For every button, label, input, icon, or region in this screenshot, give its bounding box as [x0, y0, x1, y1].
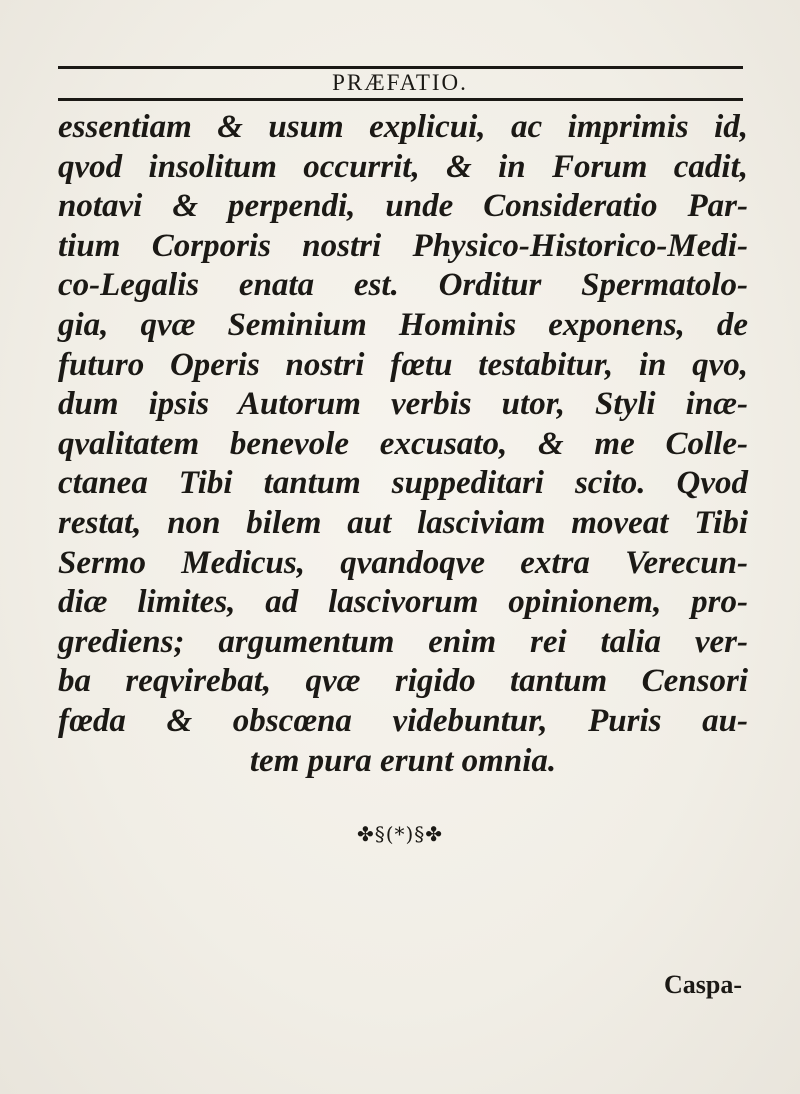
text-line: notavi & perpendi, unde Consideratio Par-	[58, 188, 748, 225]
text-line: essentiam & usum explicui, ac imprimis id,	[58, 109, 748, 145]
header-rule-bottom	[58, 98, 743, 101]
text-line: gia, qvæ Seminium Hominis exponens, de	[58, 306, 748, 343]
text-line: dum ipsis Autorum verbis utor, Styli inæ-	[58, 386, 748, 423]
text-line-last: tem pura erunt omnia.	[249, 742, 557, 779]
text-line: co-Legalis enata est. Orditur Spermatolo-	[58, 267, 748, 304]
text-line: qvalitatem benevole excusato, & me Colle-	[58, 425, 748, 462]
text-line: tium Corporis nostri Physico-Historico-Medi-	[58, 227, 748, 264]
header-rule-top	[58, 66, 743, 69]
printer-ornament: ✤§(*)§✤	[356, 822, 444, 846]
text-line: qvod insolitum occurrit, & in Forum cadit,	[58, 148, 748, 185]
text-line: ctanea Tibi tantum suppeditari scito. Qvod	[58, 465, 748, 502]
text-line: restat, non bilem aut lasciviam moveat Tibi	[58, 504, 748, 541]
running-header: PRÆFATIO.	[332, 70, 468, 95]
text-line: diæ limites, ad lascivorum opinionem, pro-	[58, 584, 748, 621]
text-line: grediens; argumentum enim rei talia ver-	[58, 623, 748, 660]
text-line: ba reqvirebat, qvæ rigido tantum Censori	[58, 663, 748, 700]
text-line: fœda & obscœna videbuntur, Puris au-	[58, 702, 748, 739]
text-line: futuro Operis nostri fœtu testabitur, in qvo,	[58, 346, 748, 383]
body-text	[58, 108, 748, 781]
text-line: Sermo Medicus, qvandoqve extra Verecun-	[58, 544, 748, 581]
catchword: Caspa-	[663, 970, 742, 999]
